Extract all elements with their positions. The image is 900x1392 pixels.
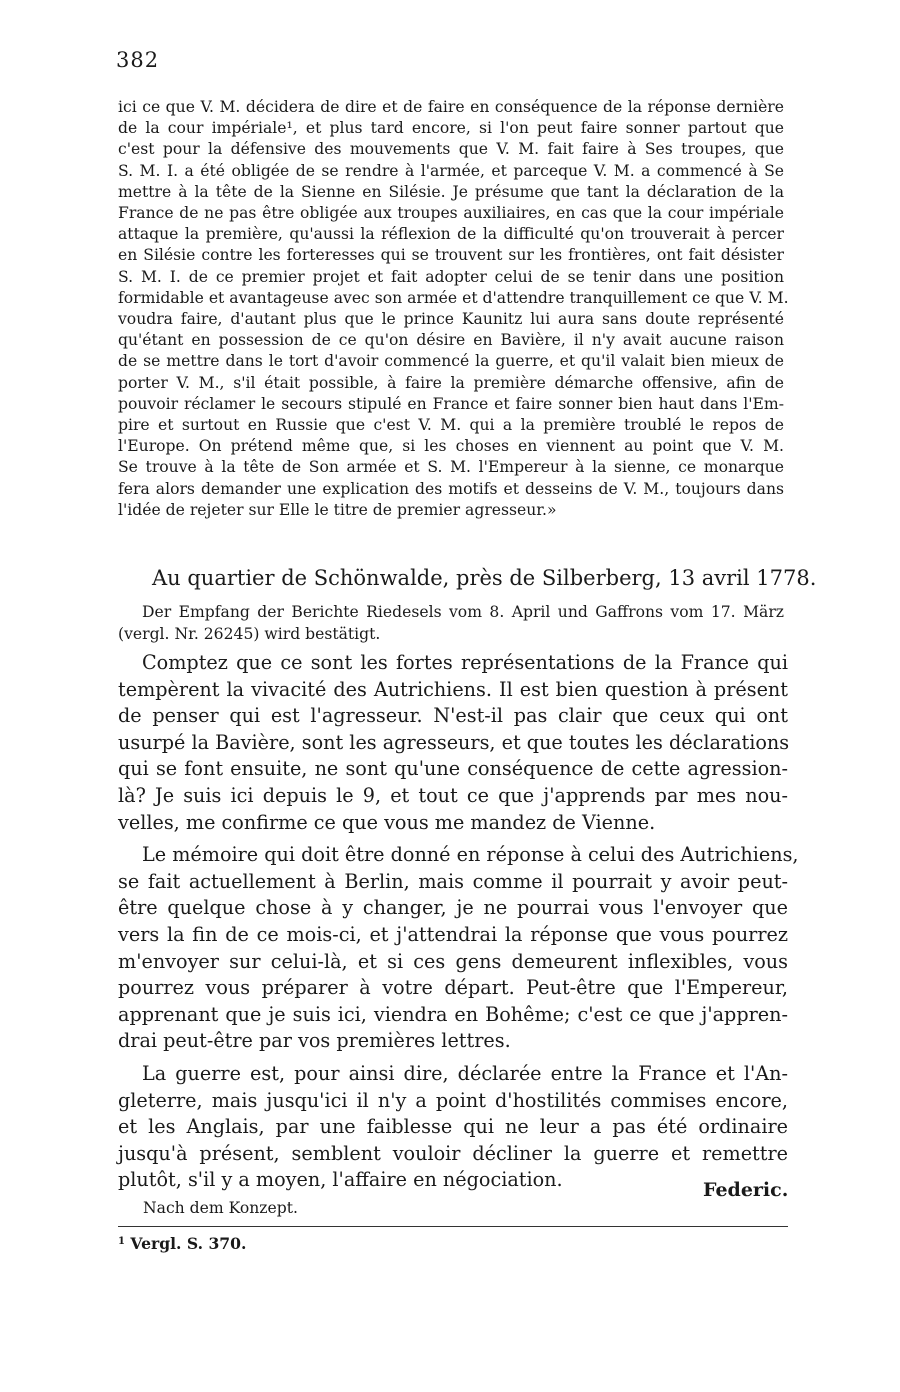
quote-line: l'idée de rejeter sur Elle le titre de premier agresseur.» xyxy=(118,500,557,519)
quote-line: qu'étant en possession de ce qu'on désire en Bavière, il n'y avait aucune raison xyxy=(118,331,784,350)
letter-line: là? Je suis ici depuis le 9, et tout ce que j'apprends par mes nou- xyxy=(118,783,788,807)
quote-line: S. M. I. de ce premier projet et fait adopter celui de se tenir dans une position xyxy=(118,267,784,286)
quote-line: de la cour impériale¹, et plus tard encore, si l'on peut faire sonner partout que xyxy=(118,119,784,138)
quote-block xyxy=(118,97,789,521)
source-note: Nach dem Konzept. xyxy=(143,1199,298,1217)
page-number: 382 xyxy=(116,48,160,72)
summary-line: (vergl. Nr. 26245) wird bestätigt. xyxy=(118,624,381,643)
quote-line: fera alors demander une explication des motifs et desseins de V. M., toujours dans xyxy=(118,479,784,498)
letter-line: qui se font ensuite, ne sont qu'une conséquence de cette agression- xyxy=(118,757,788,781)
quote-line: S. M. I. a été obligée de se rendre à l'armée, et parceque V. M. a commencé à Se xyxy=(118,161,784,180)
quote-line: porter V. M., s'il était possible, à faire la première démarche offensive, afin de xyxy=(118,373,784,392)
letter-line: drai peut-être par vos premières lettres. xyxy=(118,1029,511,1053)
footnote-rule xyxy=(118,1226,788,1227)
letter-line: Comptez que ce sont les fortes représentations de la France qui xyxy=(142,651,788,674)
quote-line: voudra faire, d'autant plus que le prince Kaunitz lui aura sans doute représenté xyxy=(118,310,784,329)
letter-summary xyxy=(118,602,784,645)
letter-line: vers la fin de ce mois-ci, et j'attendrai la réponse que vous pourrez xyxy=(118,922,788,946)
letter-line: Le mémoire qui doit être donné en réponse à celui des Autrichiens, xyxy=(142,843,799,867)
letter-line: La guerre est, pour ainsi dire, déclarée entre la France et l'An- xyxy=(142,1061,788,1085)
quote-line: c'est pour la défensive des mouvements que V. M. fait faire à Ses troupes, que xyxy=(118,140,784,159)
letter-header: Au quartier de Schönwalde, près de Silberberg, 13 avril 1778. xyxy=(152,566,817,590)
letter-line: être quelque chose à y changer, je ne pourrai vous l'envoyer que xyxy=(118,896,788,920)
quote-line: attaque la première, qu'aussi la réflexion de la difficulté qu'on trouverait à percer xyxy=(118,225,784,244)
letter-line: et les Anglais, par une faiblesse qui ne leur a pas été ordinaire xyxy=(118,1115,788,1139)
quote-line: ici ce que V. M. décidera de dire et de faire en conséquence de la réponse dernière xyxy=(118,98,784,116)
letter-line: se fait actuellement à Berlin, mais comme il pourrait y avoir peut- xyxy=(118,869,788,893)
quote-line: Se trouve à la tête de Son armée et S. M. l'Empereur à la sienne, ce monarque xyxy=(118,458,784,477)
quote-line: pire et surtout en Russie que c'est V. M. qui a la première troublé le repos de xyxy=(118,416,784,435)
summary-line: Der Empfang der Berichte Riedesels vom 8. April und Gaffrons vom 17. März xyxy=(142,603,784,621)
letter-line: pourrez vous préparer à votre départ. Peut-être que l'Empereur, xyxy=(118,976,788,1000)
quote-line: de se mettre dans le tort d'avoir commencé la guerre, et qu'il valait bien mieux de xyxy=(118,352,784,371)
letter-line: velles, me confirme ce que vous me mandez de Vienne. xyxy=(118,810,656,834)
footnote-marker: 1 xyxy=(118,1236,125,1247)
quote-line: formidable et avantageuse avec son armée et d'attendre tranquillement ce que V. M. xyxy=(118,288,789,307)
signature: Federic. xyxy=(703,1179,789,1201)
letter-line: apprenant que je suis ici, viendra en Bohême; c'est ce que j'appren- xyxy=(118,1002,788,1026)
quote-line: France de ne pas être obligée aux troupes auxiliaires, en cas que la cour impériale xyxy=(118,204,784,223)
letter-line: de penser qui est l'agresseur. N'est-il pas clair que ceux qui ont xyxy=(118,704,788,728)
letter-paragraph xyxy=(118,1061,788,1194)
footnote-text: Vergl. S. 370. xyxy=(130,1234,247,1253)
letter-paragraph xyxy=(118,842,799,1055)
quote-line: pouvoir réclamer le secours stipulé en France et faire sonner bien haut dans l'Em- xyxy=(118,394,784,413)
letter-line: usurpé la Bavière, sont les agresseurs, et que toutes les déclarations xyxy=(118,730,790,754)
letter-line: m'envoyer sur celui-là, et si ces gens demeurent inflexibles, vous xyxy=(118,949,788,973)
letter-paragraph xyxy=(118,650,788,836)
letter-line: gleterre, mais jusqu'ici il n'y a point d'hostilités commises encore, xyxy=(118,1088,788,1112)
quote-line: en Silésie contre les forteresses qui se trouvent sur les frontières, ont fait désister xyxy=(118,246,784,265)
letter-body xyxy=(118,650,799,1200)
quote-line: l'Europe. On prétend même que, si les choses en viennent au point que V. M. xyxy=(118,437,784,456)
quote-line: mettre à la tête de la Sienne en Silésie. Je présume que tant la déclaration de la xyxy=(118,182,784,201)
letter-line: tempèrent la vivacité des Autrichiens. Il est bien question à présent xyxy=(118,677,788,701)
letter-line: plutôt, s'il y a moyen, l'affaire en négociation. xyxy=(118,1168,563,1192)
letter-line: jusqu'à présent, semblent vouloir décliner la guerre et remettre xyxy=(118,1141,788,1165)
footnote xyxy=(118,1234,246,1253)
